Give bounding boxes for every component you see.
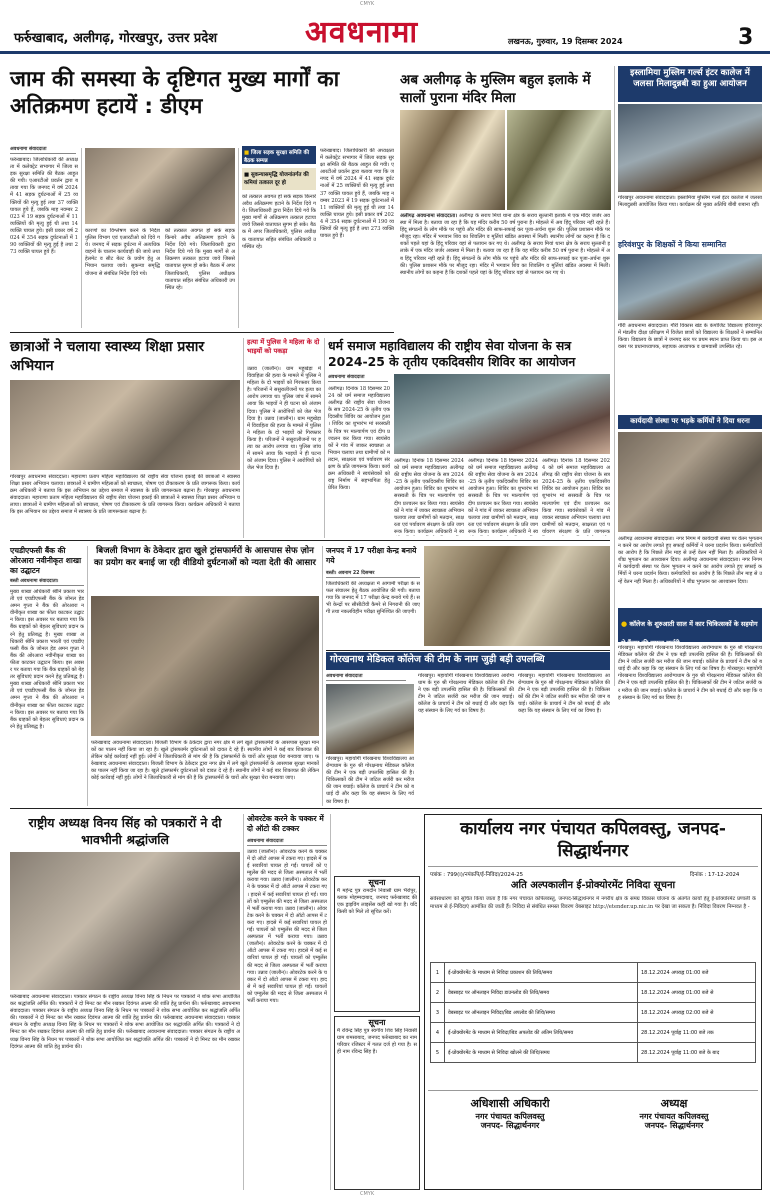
dharm-photo: [394, 374, 610, 454]
gorakh-side-box: [618, 608, 762, 647]
tender-row-sn: 2: [431, 983, 445, 1003]
lead-body-col5: फर्रुखाबाद। जिलाधिकारी की अध्यक्षता में कलेक्ट्रेट सभागार में जिला सड़क सुरक्षा समिति की बैठक आहूत की गयी। एआरटीओ प्रवर्तन द्वारा बताया गया कि जनपद में वर्ष 2024 में 41 सड़क दुर्घटनाओं में 25 व्यक्तियों की मृत्यु हुई तथा 37 व्यक्ति घायल हुये हैं, जबकि माह नवम्बर 2023 में 19 सड़क दुर्घटनाओं में 11 व्यक्तियों की मृत्यु हुई थी तथा 14 व्यक्ति घायल हुये। इसी प्रकार वर्ष 2024 में 354 सड़क दुर्घटनाओं में 190 व्यक्तियों की मृत्यु हुई है तथा 273 व्यक्ति घायल हुये हैं।: [320, 148, 394, 240]
mandir-headline: अब अलीगढ़ के मुस्लिम बहुल इलाके में सालों पुराना मंदिर मिला: [400, 72, 591, 106]
gorakh-body-1: गोरखपुर। महायोगी गोरखनाथ विश्वविद्यालय आरोग्यधाम के गुरु श्री गोरक्षनाथ मेडिकल कॉलेज की टीम ने एक बड़ी उपलब्धि हासिल की है। चिकित्सकों की टीम ने जटिल सर्जरी कर मरीज की जान बचाई। कॉलेज के प्राचार्य ने टीम को बधाई दी और कहा कि यह संस्थान के लिए गर्व का विषय है।: [326, 756, 414, 805]
page-number: 3: [738, 25, 754, 50]
ict-sub-photo: [618, 254, 762, 320]
mandir-dateline: अलीगढ़ अवधनामा संवाददाता।: [400, 213, 458, 219]
sign-right-title: अध्यक्ष: [660, 1097, 688, 1110]
bijli-headline: बिजली विभाग के ठेकेदार द्वारा खुले ट्रांसफार्मरों के आसपास सेफ ज़ोन का प्रयोग कर बनाई जा रही वीडियो दुर्घटनाओं को न्यता देती की आसार: [94, 546, 316, 568]
tender-row-label: वेबसाइट पर ऑनलाइन निविदा डाउनलोड की तिथि/समय: [445, 983, 638, 1003]
lead-dateline: अवधनामा संवाददाता: [10, 146, 76, 154]
masthead: अवधनामा: [305, 15, 419, 50]
small-notice-2-body: मैं रविन्द्र सिंह पुत्र स्वर्गीय शिव सिंह निवासी ग्राम शमसाबाद, जनपद फर्रुखाबाद का नाम परिवार रजिस्टर में गलत दर्ज हो गया है। सही नाम रविन्द्र सिंह है।: [337, 1027, 417, 1056]
tender-row-label: वेबसाइट पर ऑनलाइन निविदा/बिड अपलोड की तिथि/समय: [445, 1003, 638, 1023]
rashtriya-photo: [10, 852, 240, 990]
tender-row-value: 18.12.2024 अपराह्न 01:00 बजे से: [638, 983, 756, 1003]
gorakh-side-text: कॉलेज के शुरुआती साल में कार चिकित्सकों के सहयोग से कैंसर की सफल सर्जरी: [621, 620, 758, 647]
tender-row-value: 18.12.2024 अपराह्न 01:00 बजे: [638, 963, 756, 983]
lead-sub-box: [242, 168, 316, 190]
ict-sub-headline: हरिवंशपुर के शिक्षकों ने किया सम्मानित: [618, 240, 727, 249]
small-notice-1-title: सूचना: [368, 878, 386, 887]
tender-row-label: ई-प्रोक्योरमेंट के माध्यम से निविदा खोलने की तिथि/समय: [445, 1043, 638, 1063]
gorakh-headline: गोरखनाथ मेडिकल कॉलेज की टीम के नाम जुड़ी बड़ी उपलब्धि: [330, 654, 545, 665]
small-notice-1-body: मैं महेन्द्र पुत्र रामदीन निवासी ग्राम भैरोपुर, ब्लाक मोहम्मदाबाद, जनपद फर्रुखाबाद की एक ड्राइविंग लाइसेंस कहीं खो गया है। यदि किसी को मिले तो सूचित करें।: [337, 887, 417, 916]
chhatra-photo: [10, 380, 240, 470]
tender-row-label: ई-प्रोक्योरमेंट के माध्यम से निविदा प्रकाशन की तिथि/समय: [445, 963, 638, 983]
sign-left-line1: नगर पंचायत कपिलवस्तु: [475, 1112, 545, 1122]
sign-left-line2: जनपद- सिद्धार्थनगर: [480, 1121, 540, 1131]
tender-table: [430, 962, 756, 1063]
gorakh-dateline: अवधनामा संवाददाता: [326, 673, 406, 681]
gorakh-photo: [326, 684, 414, 754]
gorakh-bullet-icon: ●: [621, 620, 630, 628]
header-dateline: लखनऊ, गुरुवार, 19 दिसम्बर 2024: [508, 37, 623, 46]
sign-right-line2: जनपद- सिद्धार्थनगर: [644, 1121, 704, 1131]
sign-right-line1: नगर पंचायत कपिलवस्तु: [639, 1112, 709, 1122]
tender-row-sn: 4: [431, 1023, 445, 1043]
lead-photo: [85, 148, 235, 224]
sub-box-bullet-icon: ■: [244, 172, 251, 178]
chhatra-body: गोरखपुर अवधनामा संवाददाता। महाराणा प्रताप महिला महाविद्यालय की राष्ट्रीय सेवा योजना इकाई की छात्राओं ने स्वास्थ्य शिक्षा प्रसार अभियान चलाया। छात्राओं ने ग्रामीण महिलाओं को स्वच्छता, पोषण एवं टीकाकरण के प्रति जागरूक किया। कार्यक्रम अधिकारी ने बताया कि इस अभियान का उद्देश्य समाज में स्वास्थ्य के प्रति जागरूकता बढ़ाना है। गोरखपुर अवधनामा संवाददाता। महाराणा प्रताप महिला महाविद्यालय की राष्ट्रीय सेवा योजना इकाई की छात्राओं ने स्वास्थ्य शिक्षा प्रसार अभियान चलाया। छात्राओं ने ग्रामीण महिलाओं को स्वच्छता, पोषण एवं टीकाकरण के प्रति जागरूक किया। कार्यक्रम अधिकारी ने बताया कि इस अभियान का उद्देश्य समाज में स्वास्थ्य के प्रति जागरूकता बढ़ाना है।: [10, 474, 240, 516]
tender-row-sn: 1: [431, 963, 445, 983]
lead-body-right: को तत्काल अवगत हो सके सड़क किनारे अवैध अतिक्रमण हटाने के निर्देश दिये गये। जिलाधिकारी द्वारा निर्देश दिये गये कि मुख्य मार्गों से अतिक्रमण तत्काल हटाया जाये जिससे यातायात सुगम हो सके। बैठक में अपर जिलाधिकारी, पुलिस अधीक्षक यातायात सहित संबंधित अधिकारी उपस्थित रहे।: [165, 228, 235, 291]
lead-body-intro: फर्रुखाबाद। जिलाधिकारी की अध्यक्षता में कलेक्ट्रेट सभागार में जिला सड़क सुरक्षा समिति की बैठक आहूत की गयी। एआरटीओ प्रवर्तन द्वारा बताया गया कि जनपद में वर्ष 2024 में 41 सड़क दुर्घटनाओं में 25 व्यक्तियों की मृत्यु हुई तथा 37 व्यक्ति घायल हुये हैं, जबकि माह नवम्बर 2023 में 19 सड़क दुर्घटनाओं में 11 व्यक्तियों की मृत्यु हुई थी तथा 14 व्यक्ति घायल हुये। इसी प्रकार वर्ष 2024 में 354 सड़क दुर्घटनाओं में 190 व्यक्तियों की मृत्यु हुई है तथा 273 व्यक्ति घायल हुये हैं।: [10, 157, 78, 256]
side-box-text: जिला सड़क सुरक्षा समिति की बैठक सम्पन्न: [244, 150, 309, 164]
rashtriya-caption: फर्रुखाबाद अवधनामा संवाददाता। पत्रकार संगठन के राष्ट्रीय अध्यक्ष विनय सिंह के निधन पर पत्रकारों ने शोक सभा आयोजित कर श्रद्धांजलि अर्पित की। पत्रकारों ने दो मिनट का मौन रखकर दिवंगत आत्मा की शांति हेतु प्रार्थना की। फर्रुखाबाद अवधनामा संवाददाता। पत्रकार संगठन के राष्ट्रीय अध्यक्ष विनय सिंह के निधन पर पत्रकारों ने शोक सभा आयोजित कर श्रद्धांजलि अर्पित की। पत्रकारों ने दो मिनट का मौन रखकर दिवंगत आत्मा की शांति हेतु प्रार्थना की। फर्रुखाबाद अवधनामा संवाददाता। पत्रकार संगठन के राष्ट्रीय अध्यक्ष विनय सिंह के निधन पर पत्रकारों ने शोक सभा आयोजित कर श्रद्धांजलि अर्पित की। पत्रकारों ने दो मिनट का मौन रखकर दिवंगत आत्मा की शांति हेतु प्रार्थना की। फर्रुखाबाद अवधनामा संवाददाता। पत्रकार संगठन के राष्ट्रीय अध्यक्ष विनय सिंह के निधन पर पत्रकारों ने शोक सभा आयोजित कर श्रद्धांजलि अर्पित की। पत्रकारों ने दो मिनट का मौन रखकर दिवंगत आत्मा की शांति हेतु प्रार्थना की।: [10, 994, 240, 1050]
karya-headline-box: [618, 415, 762, 429]
sign-left-box: [440, 1098, 580, 1131]
ict-caption: गोरखपुर अवधनामा संवाददाता। इस्लामिया मुस्लिम गर्ल्स इंटर कालेज में जलसा मिलादुन्नबी आयोजित किया गया। कार्यक्रम की मुख्य अतिथि बीबी शबाना रहीं।: [618, 195, 762, 209]
tender-date: दिनांक : 17-12-2024: [690, 872, 740, 878]
tender-patrank: पत्रांक : 799(i)/नपंकपि/ई-निविदा/2024-25: [430, 872, 524, 878]
lead-body-mid: कारणों का विश्लेषण करने के निर्देश पुलिस विभाग एवं एआरटीओ को दिये गये। जनपद में सड़क दुर्घटना में अत्यधिक वाहनों के चालान कार्यवाही की जाये तथा हेलमेट व सीट बेल्ट के प्रयोग हेतु अभियान चलाया जाये। सुकन्या समृद्धि योजना से संबंधित निर्देश दिये गये।: [85, 228, 160, 277]
gorakh-body-2: गोरखपुर। महायोगी गोरखनाथ विश्वविद्यालय आरोग्यधाम के गुरु श्री गोरक्षनाथ मेडिकल कॉलेज की टीम ने एक बड़ी उपलब्धि हासिल की है। चिकित्सकों की टीम ने जटिल सर्जरी कर मरीज की जान बचाई। कॉलेज के प्राचार्य ने टीम को बधाई दी और कहा कि यह संस्थान के लिए गर्व का विषय है।: [418, 673, 514, 715]
lead-side-box: [242, 146, 316, 164]
gorakh-side-body: गोरखपुर। महायोगी गोरखनाथ विश्वविद्यालय आरोग्यधाम के गुरु श्री गोरक्षनाथ मेडिकल कॉलेज की टीम ने एक बड़ी उपलब्धि हासिल की है। चिकित्सकों की टीम ने जटिल सर्जरी कर मरीज की जान बचाई। कॉलेज के प्राचार्य ने टीम को बधाई दी और कहा कि यह संस्थान के लिए गर्व का विषय है। गोरखपुर। महायोगी गोरखनाथ विश्वविद्यालय आरोग्यधाम के गुरु श्री गोरक्षनाथ मेडिकल कॉलेज की टीम ने एक बड़ी उपलब्धि हासिल की है। चिकित्सकों की टीम ने जटिल सर्जरी कर मरीज की जान बचाई। कॉलेज के प्राचार्य ने टीम को बधाई दी और कहा कि यह संस्थान के लिए गर्व का विषय है।: [618, 645, 762, 701]
dharm-headline: धर्म समाज महाविद्यालय की राष्ट्रीय सेवा योजना के सत्र 2024-25 के तृतीय एकदिवसीय शिविर का आयोजन: [328, 338, 576, 369]
dharm-dateline: अवधनामा संवाददाता: [328, 374, 388, 382]
tender-row-sn: 5: [431, 1043, 445, 1063]
tender-row-label: ई-प्रोक्योरमेंट के माध्यम से निविदा/बिड अपलोड की अंतिम तिथि/समय: [445, 1023, 638, 1043]
tender-row: [431, 983, 756, 1003]
janpad-dateline: बस्ती। अवनाम 22 दिसम्बर: [326, 570, 420, 578]
ebank-headline: एचडीएफसी बैंक की ओरआरा नवीनीकृत शाखा का उद्घाटन: [10, 546, 82, 575]
karya-body: अलीगढ़ अवधनामा संवाददाता। नगर निगम में कार्यदायी संस्था पर वेतन भुगतान न करने का आरोप लगाते हुए सफाई कर्मियों ने धरना प्रदर्शन किया। कर्मचारियों का आरोप है कि पिछले तीन माह से उन्हें वेतन नहीं मिला है। अधिकारियों ने शीघ्र भुगतान का आश्वासन दिया। अलीगढ़ अवधनामा संवाददाता। नगर निगम में कार्यदायी संस्था पर वेतन भुगतान न करने का आरोप लगाते हुए सफाई कर्मियों ने धरना प्रदर्शन किया। कर्मचारियों का आरोप है कि पिछले तीन माह से उन्हें वेतन नहीं मिला है। अधिकारियों ने शीघ्र भुगतान का आश्वासन दिया।: [618, 536, 762, 585]
tender-body: सर्वसाधारण को सूचित किया जाता है कि नगर पंचायत कपिलवस्तु, जनपद-सिद्धार्थनगर में नगरीय क्षेत्र के समग्र विकास योजना के अंतर्गत कार्यों हेतु ई-प्रोक्योरमेंट प्रणाली के माध्यम से ई-निविदाएं आमंत्रित की जाती हैं। निविदा से संबंधित समस्त विवरण वेबसाइट http://etender.up.nic.in पर देखा जा सकता है। निविदा विवरण निम्नवत है -: [430, 896, 756, 910]
dharm-body-3: अलीगढ़। दिनांक 18 दिसम्बर 2024 को धर्म समाज महाविद्यालय अलीगढ़ की राष्ट्रीय सेवा योजना के सत्र 2024-25 के तृतीय एकदिवसीय शिविर का आयोजन हुआ। शिविर का शुभारंभ मां सरस्वती के चित्र पर माल्यार्पण एवं दीप प्रज्वलन कर किया गया। स्वयंसेवकों ने गांव में जाकर स्वच्छता अभियान चलाया तथा ग्रामीणों को मतदान, साक्षरता एवं पर्यावरण संरक्षण के प्रति जागरूक किया। कार्यक्रम अधिकारी ने स्व: [468, 458, 538, 535]
janpad-body: जिलाधिकारी की अध्यक्षता में आगामी परीक्षा के सफल संचालन हेतु बैठक आयोजित की गयी। बताया गया कि जनपद में 17 परीक्षा केन्द्र बनाये गये हैं। सभी केन्द्रों पर सीसीटीवी कैमरे से निगरानी की जाएगी तथा नकलविहीन परीक्षा सुनिश्चित की जाएगी।: [326, 581, 420, 616]
hatya-headline: हत्या में पुलिस ने महिला के दो भाइयों को पकड़ा: [247, 338, 320, 355]
header-band: [0, 12, 770, 54]
dharm-body-4: अलीगढ़। दिनांक 18 दिसम्बर 2024 को धर्म समाज महाविद्यालय अलीगढ़ की राष्ट्रीय सेवा योजना के सत्र 2024-25 के तृतीय एकदिवसीय शिविर का आयोजन हुआ। शिविर का शुभारंभ मां सरस्वती के चित्र पर माल्यार्पण एवं दीप प्रज्वलन कर किया गया। स्वयंसेवकों ने गांव में जाकर स्वच्छता अभियान चलाया तथा ग्रामीणों को मतदान, साक्षरता एवं पर्यावरण संरक्षण के प्रति जागरूक: [542, 458, 610, 535]
small-notice-2-title: सूचना: [368, 1018, 386, 1027]
tender-row-value: 18.12.2024 अपराह्न 02:00 बजे से: [638, 1003, 756, 1023]
small-notice-1: [334, 876, 420, 1012]
ict-headline: इस्लामिया मुस्लिम गर्ल्स इंटर कालेज में जलसा मिलादुन्नबी का हुआ आयोजन: [630, 68, 750, 89]
tender-row: [431, 963, 756, 983]
tender-row-value: 28.12.2024 पूर्वाह्न 11:00 बजे के बाद: [638, 1043, 756, 1063]
ebank-body: मुख्य शाखा अधिकारी श्रीनि प्रकाश भारती एवं एचडीएफसी बैंक के जोनल हेड अमन गुप्ता ने बैंक की ओरआरा नवीनीकृत शाखा का फीता काटकर उद्घाटन किया। इस अवसर पर बताया गया कि बैंक ग्राहकों को बेहतर सुविधाएं प्रदान करने हेतु प्रतिबद्ध है। मुख्य शाखा अधिकारी श्रीनि प्रकाश भारती एवं एचडीएफसी बैंक के जोनल हेड अमन गुप्ता ने बैंक की ओरआरा नवीनीकृत शाखा का फीता काटकर उद्घाटन किया। इस अवसर पर बताया गया कि बैंक ग्राहकों को बेहतर सुविधाएं प्रदान करने हेतु प्रतिबद्ध है। मुख्य शाखा अधिकारी श्रीनि प्रकाश भारती एवं एचडीएफसी बैंक के जोनल हेड अमन गुप्ता ने बैंक की ओरआरा नवीनीकृत शाखा का फीता काटकर उद्घाटन किया। इस अवसर पर बताया गया कि बैंक ग्राहकों को बेहतर सुविधाएं प्रदान करने हेतु प्रतिबद्ध है।: [10, 589, 84, 730]
karya-photo: [618, 432, 762, 532]
dharm-body-1: अलीगढ़। दिनांक 18 दिसम्बर 2024 को धर्म समाज महाविद्यालय अलीगढ़ की राष्ट्रीय सेवा योजना के सत्र 2024-25 के तृतीय एकदिवसीय शिविर का आयोजन हुआ। शिविर का शुभारंभ मां सरस्वती के चित्र पर माल्यार्पण एवं दीप प्रज्वलन कर किया गया। स्वयंसेवकों ने गांव में जाकर स्वच्छता अभियान चलाया तथा ग्रामीणों को मतदान, साक्षरता एवं पर्यावरण संरक्षण के प्रति जागरूक किया। कार्यक्रम अधिकारी ने स्वयंसेवकों को राष्ट्र निर्माण में सहभागिता हेतु प्रेरित किया।: [328, 386, 390, 492]
ebank-dateline: बस्ती अवधनामा संवाददाता।: [10, 578, 84, 586]
small-notice-2: [334, 1016, 420, 1190]
chhatra-headline: छात्राओं ने चलाया स्वास्थ्य शिक्षा प्रसार अभियान: [10, 339, 205, 374]
ict-photo: [618, 104, 762, 192]
tender-row-value: 28.12.2024 पूर्वाह्न 11:00 बजे तक: [638, 1023, 756, 1043]
ict-sub-body: गौरी अवधनामा संवाददाता। गौरी विकास खंड के कंपोजिट विद्यालय हरिवंशपुर में मंडलीय दीक्षा प्रशिक्षण में विजेता छात्रों को विद्यालय के शिक्षकों ने सम्मानित किया। विद्यालय के छात्रों ने जनपद स्तर पर प्रथम स्थान प्राप्त किया था। इस अवसर पर प्रधानाध्यापक, सहायक अध्यापक व ग्रामवासी उपस्थित रहे।: [618, 323, 762, 351]
gorakh-headline-box: [326, 652, 610, 670]
tender-office-title: कार्यालय नगर पंचायत कपिलवस्तु, जनपद- सिद्धार्थनगर: [460, 819, 726, 861]
cmyk-marker-top: CMYK: [360, 1, 375, 7]
cmyk-marker-bottom: CMYK: [360, 1191, 375, 1197]
sub-box-text: सुकन्यासमृद्धि योजनांतर्गत की कमियां तत्काल दूर हो: [244, 172, 309, 186]
lead-headline: जाम की समस्या के दृष्टिगत मुख्य मार्गों का अतिक्रमण हटायें : डीएम: [10, 67, 340, 119]
janpad-headline: जनपद में 17 परीक्षा केन्द्र बनाये गये: [326, 546, 417, 565]
bijli-body: फर्रुखाबाद अवधनामा संवाददाता। बिजली विभाग के ठेकेदार द्वारा नगर क्षेत्र में लगे खुले ट्रांसफार्मरों के आसपास सुरक्षा मानकों का पालन नहीं किया जा रहा है। खुले ट्रांसफार्मर दुर्घटनाओं को दावत दे रहे हैं। स्थानीय लोगों ने कई बार शिकायत की लेकिन कोई कार्रवाई नहीं हुई। लोगों ने जिलाधिकारी से मांग की है कि ट्रांसफार्मरों के चारों ओर सुरक्षा घेरा बनवाया जाए। फर्रुखाबाद अवधनामा संवाददाता। बिजली विभाग के ठेकेदार द्वारा नगर क्षेत्र में लगे खुले ट्रांसफार्मरों के आसपास सुरक्षा मानकों का पालन नहीं किया जा रहा है। खुले ट्रांसफार्मर दुर्घटनाओं को दावत दे रहे हैं। स्थानीय लोगों ने कई बार शिकायत की लेकिन कोई कार्रवाई नहीं हुई। लोगों ने जिलाधिकारी से मांग की है कि ट्रांसफार्मरों के चारों ओर सुरक्षा घेरा बनवाया जाए।: [91, 740, 319, 782]
overload-body: उन्नाव (जालौन)। ओवरटेक करने के चक्कर में दो ऑटो आपस में टकरा गए। हादसे में कई सवारियां घायल हो गईं। घायलों को एम्बुलेंस की मदद से जिला अस्पताल में भर्ती कराया गया। उन्नाव (जालौन)। ओवरटेक करने के चक्कर में दो ऑटो आपस में टकरा गए। हादसे में कई सवारियां घायल हो गईं। घायलों को एम्बुलेंस की मदद से जिला अस्पताल में भर्ती कराया गया। उन्नाव (जालौन)। ओवरटेक करने के चक्कर में दो ऑटो आपस में टकरा गए। हादसे में कई सवारियां घायल हो गईं। घायलों को एम्बुलेंस की मदद से जिला अस्पताल में भर्ती कराया गया। उन्नाव (जालौन)। ओवरटेक करने के चक्कर में दो ऑटो आपस में टकरा गए। हादसे में कई सवारियां घायल हो गईं। घायलों को एम्बुलेंस की मदद से जिला अस्पताल में भर्ती कराया गया। उन्नाव (जालौन)। ओवरटेक करने के चक्कर में दो ऑटो आपस में टकरा गए। हादसे में कई सवारियां घायल हो गईं। घायलों को एम्बुलेंस की मदद से जिला अस्पताल में भर्ती कराया गया।: [247, 849, 327, 1004]
karya-headline: कार्यदायी संस्था पर भड़के कर्मियों ने दिया धरना: [630, 417, 750, 425]
tender-row: [431, 1023, 756, 1043]
sign-right-box: [604, 1098, 744, 1131]
side-box-bullet-icon: ■: [244, 150, 251, 156]
overload-dateline: अवधनामा संवाददाता: [247, 838, 327, 846]
tender-notice-title: अति अल्पकालीन ई-प्रोक्योरमेंट निविदा सूचना: [510, 880, 676, 891]
tender-row-sn: 3: [431, 1003, 445, 1023]
rashtriya-headline: राष्ट्रीय अध्यक्ष विनय सिंह को पत्रकारों ने दी भावभीनी श्रद्धांजलि: [28, 815, 222, 847]
janpad-photo: [424, 546, 610, 646]
ict-headline-box: [618, 66, 762, 102]
mandir-body-text: अलीगढ़ के सराय मियां थाना क्षेत्र के सराय सुल्तानी इलाके में एक मंदिर जर्जर अवस्था में मिला है। बताया जा रहा है कि यह मंदिर करीब 50 वर्ष पुराना है। मोहल्ले में अब हिंदू परिवार नहीं रहते हैं। हिंदू संगठनों के लोग मौके पर पहुंचे और मंदिर की साफ-सफाई कर पूजा-अर्चना शुरू की। पुलिस प्रशासन मौके पर मौजूद रहा। मंदिर में भगवान शिव का शिवलिंग व मूर्तियां खंडित अवस्था में मिलीं। स्थानीय लोगों का कहना है कि दशकों पहले यहां के हिंदू परिवार यहां से पलायन कर गए थे।: [400, 213, 610, 248]
overload-headline: ओवरटेक करने के चक्कर में दो ऑटो की टक्कर: [247, 814, 324, 833]
mandir-photo-2: [507, 110, 611, 210]
gorakh-body-3: गोरखपुर। महायोगी गोरखनाथ विश्वविद्यालय आरोग्यधाम के गुरु श्री गोरक्षनाथ मेडिकल कॉलेज की टीम ने एक बड़ी उपलब्धि हासिल की है। चिकित्सकों की टीम ने जटिल सर्जरी कर मरीज की जान बचाई। कॉलेज के प्राचार्य ने टीम को बधाई दी और कहा कि यह संस्थान के लिए गर्व का विषय है।: [518, 673, 610, 715]
lead-body-col4: को तत्काल अवगत हो सके सड़क किनारे अवैध अतिक्रमण हटाने के निर्देश दिये गये। जिलाधिकारी द्वारा निर्देश दिये गये कि मुख्य मार्गों से अतिक्रमण तत्काल हटाया जाये जिससे यातायात सुगम हो सके। बैठक में अपर जिलाधिकारी, पुलिस अधीक्षक यातायात सहित संबंधित अधिकारी उपस्थित रहे।: [242, 194, 316, 250]
hatya-body: उन्नाव (जालौन)। ग्राम महूखेड़ा में विवाहिता की हत्या के मामले में पुलिस ने महिला के दो भाइयों को गिरफ्तार किया है। परिजनों ने ससुरालीजनों पर हत्या का आरोप लगाया था। पुलिस जांच में सामने आया कि भाइयों ने ही घटना को अंजाम दिया। पुलिस ने आरोपियों को जेल भेज दिया है। उन्नाव (जालौन)। ग्राम महूखेड़ा में विवाहिता की हत्या के मामले में पुलिस ने महिला के दो भाइयों को गिरफ्तार किया है। परिजनों ने ससुरालीजनों पर हत्या का आरोप लगाया था। पुलिस जांच में सामने आया कि भाइयों ने ही घटना को अंजाम दिया। पुलिस ने आरोपियों को जेल भेज दिया है।: [247, 366, 321, 472]
header-cities: फर्रुखाबाद, अलीगढ़, गोरखपुर, उत्तर प्रदेश: [14, 31, 218, 46]
mandir-body: अलीगढ़ अवधनामा संवाददाता। अलीगढ़ के सराय मियां थाना क्षेत्र के सराय सुल्तानी इलाके में एक मंदिर जर्जर अवस्था में मिला है। बताया जा रहा है कि यह मंदिर करीब 50 वर्ष पुराना है। मोहल्ले में अब हिंदू परिवार नहीं रहते हैं। हिंदू संगठनों के लोग मौके पर पहुंचे और मंदिर की साफ-सफाई कर पूजा-अर्चना शुरू की। पुलिस प्रशासन मौके पर मौजूद रहा। मंदिर में भगवान शिव का शिवलिंग व मूर्तियां खंडित अवस्था में मिलीं। स्थानीय लोगों का कहना है कि दशकों पहले यहां के हिंदू परिवार यहां से पलायन कर गए थे। अलीगढ़ के सराय मियां थाना क्षेत्र के सराय सुल्तानी इलाके में एक मंदिर जर्जर अवस्था में मिला है। बताया जा रहा है कि यह मंदिर करीब 50 वर्ष पुराना है। मोहल्ले में अब हिंदू परिवार नहीं रहते हैं। हिंदू संगठनों के लोग मौके पर पहुंचे और मंदिर की साफ-सफाई कर पूजा-अर्चना शुरू की। पुलिस प्रशासन मौके पर मौजूद रहा। मंदिर में भगवान शिव का शिवलिंग व मूर्तियां खंडित अवस्था में मिलीं। स्थानीय लोगों का कहना है कि दशकों पहले यहां के हिंदू परिवार यहां से पलायन कर गए थे।: [400, 213, 610, 276]
bijli-photo: [91, 596, 319, 736]
tender-row: [431, 1043, 756, 1063]
tender-row: [431, 1003, 756, 1023]
sign-left-title: अधिशासी अधिकारी: [470, 1097, 550, 1110]
mandir-photo-1: [400, 110, 505, 210]
dharm-body-2: अलीगढ़। दिनांक 18 दिसम्बर 2024 को धर्म समाज महाविद्यालय अलीगढ़ की राष्ट्रीय सेवा योजना के सत्र 2024-25 के तृतीय एकदिवसीय शिविर का आयोजन हुआ। शिविर का शुभारंभ मां सरस्वती के चित्र पर माल्यार्पण एवं दीप प्रज्वलन कर किया गया। स्वयंसेवकों ने गांव में जाकर स्वच्छता अभियान चलाया तथा ग्रामीणों को मतदान, साक्षरता एवं पर्यावरण संरक्षण के प्रति जागरूक किया। कार्यक्रम अधिकारी ने स्व: [394, 458, 464, 535]
